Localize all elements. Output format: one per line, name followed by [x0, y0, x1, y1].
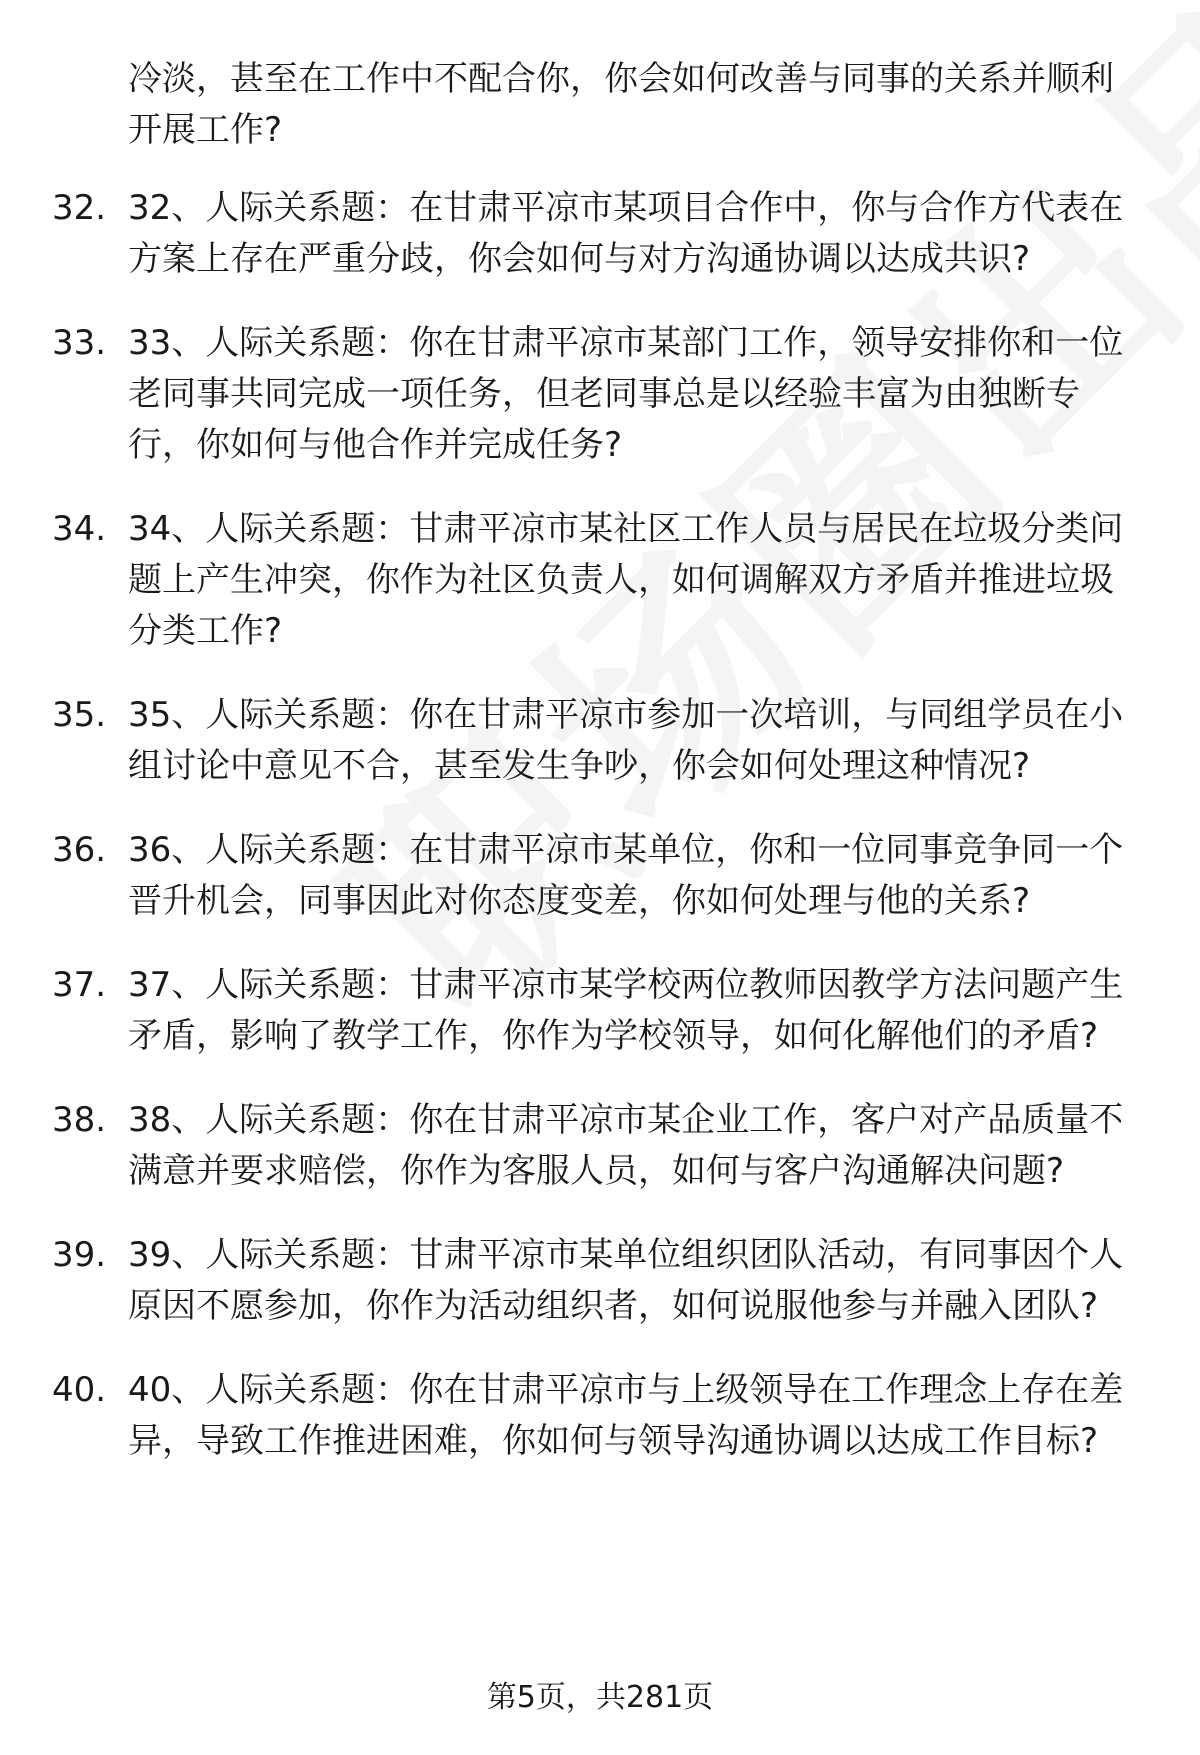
question-text: 32、人际关系题：在甘肃平凉市某项目合作中，你与合作方代表在方案上存在严重分歧，你会如何与对方沟通协调以达成共识?	[128, 188, 1124, 279]
question-text: 40、人际关系题：你在甘肃平凉市与上级领导在工作理念上存在差异，导致工作推进困难，你如何与领导沟通协调以达成工作目标?	[128, 1370, 1124, 1461]
question-number: 35.	[52, 695, 107, 735]
question-item	[0, 183, 1200, 285]
question-number: 39.	[52, 1235, 107, 1275]
question-item	[0, 690, 1200, 792]
question-number: 33.	[52, 323, 107, 363]
question-text: 38、人际关系题：你在甘肃平凉市某企业工作，客户对产品质量不满意并要求赔偿，你作为客服人员，如何与客户沟通解决问题?	[128, 1100, 1124, 1191]
question-item	[0, 960, 1200, 1062]
page-footer: 第5页，共281页	[486, 1680, 714, 1715]
question-list	[0, 183, 1200, 1500]
question-item	[0, 1365, 1200, 1467]
continuation-text: 冷淡，甚至在工作中不配合你，你会如何改善与同事的关系并顺利开展工作?	[128, 59, 1114, 150]
question-text: 37、人际关系题：甘肃平凉市某学校两位教师因教学方法问题产生矛盾，影响了教学工作，你作为学校领导，如何化解他们的矛盾?	[128, 965, 1124, 1056]
question-number: 37.	[52, 965, 107, 1005]
question-item	[0, 1095, 1200, 1197]
question-number: 32.	[52, 188, 107, 228]
question-text: 34、人际关系题：甘肃平凉市某社区工作人员与居民在垃圾分类问题上产生冲突，你作为社区负责人，如何调解双方矛盾并推进垃圾分类工作?	[128, 509, 1124, 651]
question-text: 35、人际关系题：你在甘肃平凉市参加一次培训，与同组学员在小组讨论中意见不合，甚至发生争吵，你会如何处理这种情况?	[128, 695, 1124, 786]
question-number: 40.	[52, 1370, 107, 1410]
question-text: 39、人际关系题：甘肃平凉市某单位组织团队活动，有同事因个人原因不愿参加，你作为活动组织者，如何说服他参与并融入团队?	[128, 1235, 1124, 1326]
question-text: 36、人际关系题：在甘肃平凉市某单位，你和一位同事竞争同一个晋升机会，同事因此对你态度变差，你如何处理与他的关系?	[128, 830, 1124, 921]
question-item	[0, 1230, 1200, 1332]
question-text: 33、人际关系题：你在甘肃平凉市某部门工作，领导安排你和一位老同事共同完成一项任务，但老同事总是以经验丰富为由独断专行，你如何与他合作并完成任务?	[128, 323, 1124, 465]
question-number: 38.	[52, 1100, 107, 1140]
question-item	[0, 504, 1200, 657]
question-number: 34.	[52, 509, 107, 549]
question-number: 36.	[52, 830, 107, 870]
question-item	[0, 825, 1200, 927]
question-item	[0, 318, 1200, 471]
